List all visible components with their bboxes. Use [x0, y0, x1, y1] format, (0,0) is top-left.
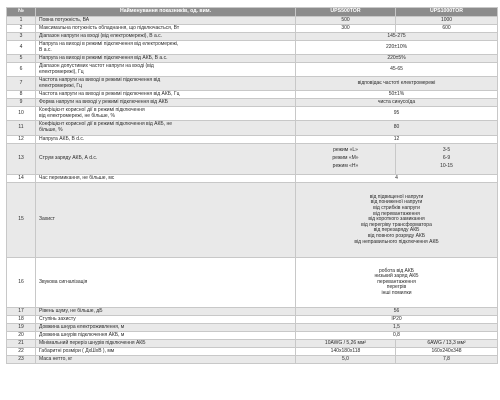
table-row — [7, 356, 498, 364]
shared-value: 220±10% — [296, 41, 498, 55]
text-line: Напруга на виході в режимі підключення від електромережі, — [39, 40, 179, 47]
row-number: 5 — [7, 55, 36, 63]
text-line: від короткого замикання — [368, 216, 425, 223]
row-label: Довжина шнура електроживлення, м — [36, 324, 296, 332]
row-label: Напруга на виході в режимі підключення від АКБ, В а.с. — [36, 55, 296, 63]
table-row — [7, 99, 498, 107]
table-row — [7, 183, 498, 258]
row-number: 10 — [7, 107, 36, 121]
table-row — [7, 308, 498, 316]
row-label: Діапазон напруги на вході (від електромережі), В а.с. — [36, 33, 296, 41]
row-number: 20 — [7, 332, 36, 340]
table-row — [7, 332, 498, 340]
row-label: Ступінь захисту — [36, 316, 296, 324]
row-number: 2 — [7, 25, 36, 33]
sub-value: 6-9 — [442, 155, 451, 162]
shared-value: 12 — [296, 136, 498, 144]
row-label: Максимальна потужність обладнання, що підключається, Вт — [36, 25, 296, 33]
row-label: Форма напруги на виході у режимі підключення від АКБ — [36, 99, 296, 107]
row-number: 7 — [7, 77, 36, 91]
table-row — [7, 33, 498, 41]
row-number: 16 — [7, 258, 36, 308]
text-line: від пониженої напруги — [370, 199, 423, 206]
shared-value: 95 — [296, 107, 498, 121]
sub-value-cell — [396, 144, 498, 175]
row-label — [36, 77, 296, 91]
row-label — [36, 107, 296, 121]
text-line: Коефіцієнт корисної дії в режимі підключення — [39, 106, 145, 113]
table-row — [7, 144, 498, 175]
text-line: Коефіцієнт корисної дії в режимі підключення від АКБ, не — [39, 121, 172, 128]
ups1000-value: 160x240x348 — [396, 348, 498, 356]
text-line: В а.с. — [39, 46, 52, 53]
shared-value: 50±1% — [296, 91, 498, 99]
row-number: 22 — [7, 348, 36, 356]
shared-value: 45-65 — [296, 63, 498, 77]
shared-value — [296, 183, 498, 258]
row-label: Габаритні розміри ( ДхШхВ ), мм — [36, 348, 296, 356]
sub-label: режим «M» — [332, 155, 359, 162]
row-number: 23 — [7, 356, 36, 364]
table-row — [7, 77, 498, 91]
text-line: більше, % — [39, 127, 63, 133]
shared-value: 1,5 — [296, 324, 498, 332]
header-ups500: UPS500TOR — [296, 8, 396, 17]
row-label: Мінімальний переріз шнурів підключення АКБ — [36, 340, 296, 348]
table-row — [7, 121, 498, 136]
ups1000-value: 6AWG / 13,3 мм² — [396, 340, 498, 348]
header-name: Найменування показників, од. вим. — [36, 8, 296, 17]
table-row — [7, 25, 498, 33]
sub-label-cell — [296, 144, 396, 175]
text-line: інші помилки — [381, 289, 412, 296]
row-number: 14 — [7, 175, 36, 183]
table-row — [7, 17, 498, 25]
header-num: № — [7, 8, 36, 17]
row-number: 13 — [7, 144, 36, 175]
text-line: низький заряд АКБ — [374, 273, 419, 280]
text-line: від неправильного підключення АКБ — [354, 238, 439, 245]
text-line: від перезаряду АКБ — [373, 227, 420, 234]
table-row — [7, 63, 498, 77]
table-row — [7, 136, 498, 144]
row-number: 11 — [7, 121, 36, 136]
table-row — [7, 316, 498, 324]
ups1000-value: 7,8 — [396, 356, 498, 364]
row-label: Рівень шуму, не більше, дБ — [36, 308, 296, 316]
table-row — [7, 258, 498, 308]
sub-label: режим «L» — [333, 147, 358, 154]
table-row — [7, 55, 498, 63]
text-line: від стрибків напруги — [373, 205, 420, 212]
text-line: електромережі), Гц — [39, 68, 84, 75]
row-number: 15 — [7, 183, 36, 258]
row-label: Частота напруги на виході в режимі підключення від АКБ, Гц — [36, 91, 296, 99]
shared-value — [296, 258, 498, 308]
header-row — [7, 8, 498, 17]
shared-value: 4 — [296, 175, 498, 183]
row-label: Маса нетто, кг — [36, 356, 296, 364]
shared-value: 56 — [296, 308, 498, 316]
shared-value: 220±5% — [296, 55, 498, 63]
text-line: Діапазон допустимих частот напруги на вході (від — [39, 62, 154, 69]
table-row — [7, 91, 498, 99]
row-number: 4 — [7, 41, 36, 55]
row-label: Напруга АКБ, В d.c. — [36, 136, 296, 144]
text-line: від перегріву трансформатора — [361, 221, 432, 228]
row-number: 1 — [7, 17, 36, 25]
shared-value: 0,8 — [296, 332, 498, 340]
row-label — [36, 41, 296, 55]
table-row — [7, 324, 498, 332]
text-line: перевантаження — [377, 278, 416, 285]
ups500-value: 5,0 — [296, 356, 396, 364]
row-label: Довжина шнурів підключення АКБ, м — [36, 332, 296, 340]
table-row — [7, 107, 498, 121]
text-line: перегрів — [386, 284, 407, 291]
text-line: від повного розряду АКБ — [367, 232, 426, 239]
row-number: 19 — [7, 324, 36, 332]
text-line: від перевантаження — [373, 210, 420, 217]
row-label: Захист — [36, 183, 296, 258]
ups500-value: 300 — [296, 25, 396, 33]
shared-value: чиста синусоїда — [296, 99, 498, 107]
ups500-value: 10AWG / 5,26 мм² — [296, 340, 396, 348]
text-line: електромережі, Гц — [39, 82, 82, 89]
text-line: від підвищеної напруги — [369, 193, 424, 200]
table-row — [7, 340, 498, 348]
table-row — [7, 348, 498, 356]
shared-value: 80 — [296, 121, 498, 136]
ups1000-value: 600 — [396, 25, 498, 33]
sub-label: режим «H» — [332, 163, 359, 170]
row-number: 18 — [7, 316, 36, 324]
row-number: 8 — [7, 91, 36, 99]
row-number: 12 — [7, 136, 36, 144]
table-row — [7, 175, 498, 183]
table-row — [7, 41, 498, 55]
ups500-value: 500 — [296, 17, 396, 25]
spec-table — [6, 7, 498, 364]
text-line: від електромережі, не більше, % — [39, 112, 115, 119]
row-number: 6 — [7, 63, 36, 77]
row-number: 21 — [7, 340, 36, 348]
text-line: робота від АКБ — [378, 267, 415, 274]
sub-value: 10-15 — [440, 163, 453, 170]
text-line: Частота напруги на виході в режимі підключення від — [39, 76, 161, 83]
row-label — [36, 63, 296, 77]
row-number: 3 — [7, 33, 36, 41]
header-ups1000: UPS1000TOR — [396, 8, 498, 17]
ups1000-value: 1000 — [396, 17, 498, 25]
ups500-value: 140x180x118 — [296, 348, 396, 356]
row-label: Час перемикання, не більше, мс — [36, 175, 296, 183]
row-label: Струм заряду АКБ, А d.c. — [36, 144, 296, 175]
row-number: 9 — [7, 99, 36, 107]
sub-value: 3-5 — [442, 147, 451, 154]
row-label: Повна потужність, ВА — [36, 17, 296, 25]
row-label — [36, 121, 296, 136]
shared-value: IP20 — [296, 316, 498, 324]
row-label: Звукова сигналізація — [36, 258, 296, 308]
shared-value: 145-275 — [296, 33, 498, 41]
shared-value: відповідає частоті електромережі — [296, 77, 498, 91]
row-number: 17 — [7, 308, 36, 316]
spec-body — [7, 17, 498, 364]
